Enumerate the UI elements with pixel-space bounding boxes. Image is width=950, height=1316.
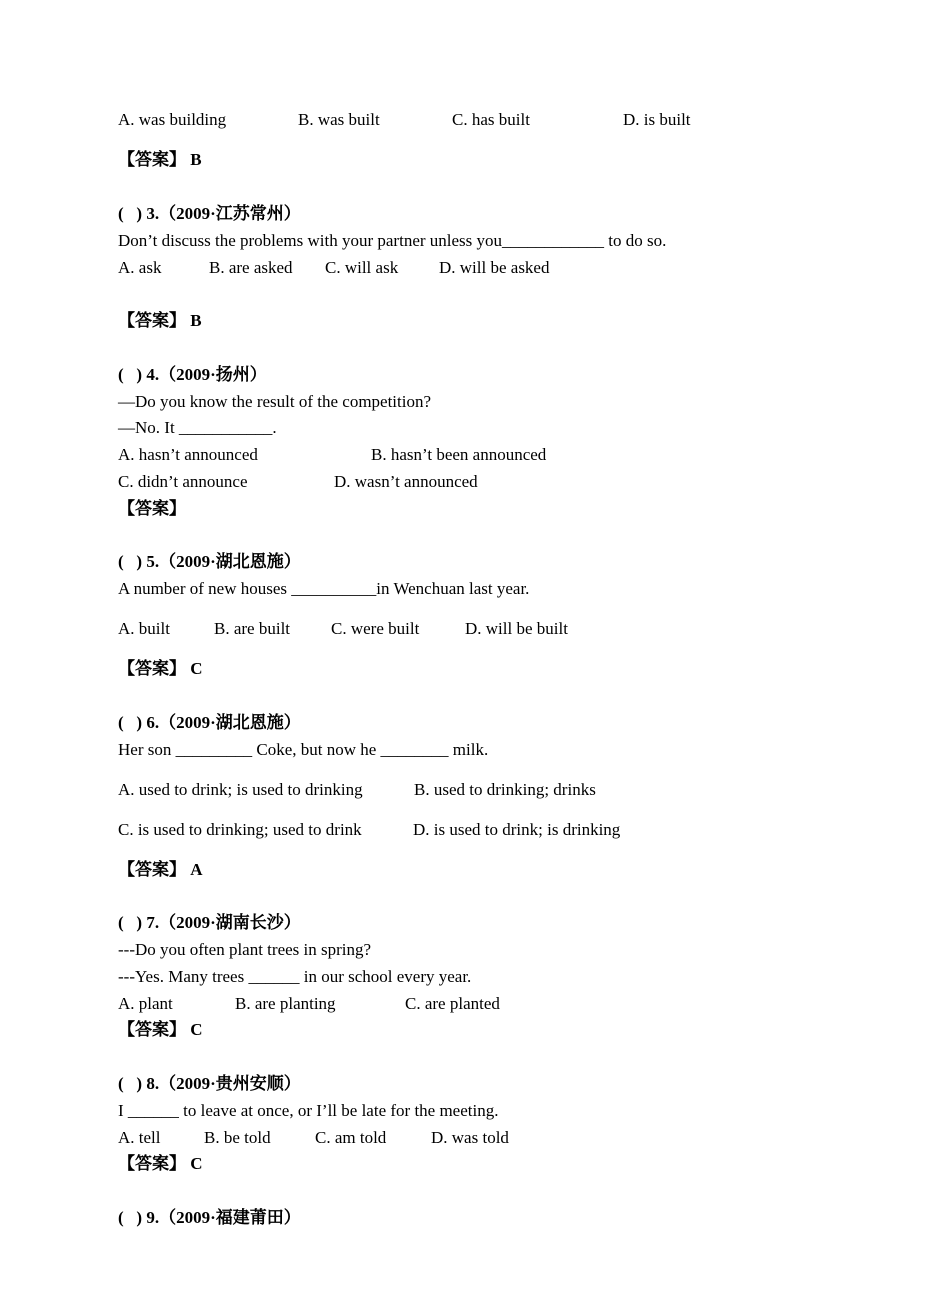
q6-option-a: A. used to drink; is used to drinking <box>118 780 363 799</box>
q7-option-b: B. are planting <box>235 994 336 1013</box>
answer-label: 【答案】 <box>118 499 186 518</box>
q7-answer <box>118 1020 203 1040</box>
q7-header: ( ) 7.（2009·湖南长沙） <box>118 913 301 932</box>
q7-stem-line-2: ---Yes. Many trees ______ in our school every year. <box>118 967 472 986</box>
q2-answer <box>118 150 202 170</box>
q4-option-a: A. hasn’t announced <box>118 445 258 464</box>
q6-option-b: B. used to drinking; drinks <box>414 780 596 799</box>
q5-option-a: A. built <box>118 619 170 638</box>
q4-stem-line-2: —No. It ___________. <box>118 418 277 437</box>
q4-option-d: D. wasn’t announced <box>334 472 478 491</box>
answer-value: B <box>190 311 202 330</box>
q2-option-b: B. was built <box>298 110 380 129</box>
q6-option-c: C. is used to drinking; used to drink <box>118 820 362 839</box>
q6-answer <box>118 860 203 880</box>
answer-label: 【答案】 <box>118 1020 186 1039</box>
answer-label: 【答案】 <box>118 659 186 678</box>
q8-option-c: C. am told <box>315 1128 387 1147</box>
q8-option-b: B. be told <box>204 1128 271 1147</box>
q4-stem-line-1: —Do you know the result of the competition? <box>118 392 432 411</box>
q8-option-d: D. was told <box>431 1128 509 1147</box>
q4-option-b: B. hasn’t been announced <box>371 445 547 464</box>
answer-label: 【答案】 <box>118 860 186 879</box>
q7-option-a: A. plant <box>118 994 173 1013</box>
q8-option-a: A. tell <box>118 1128 161 1147</box>
q5-answer <box>118 659 203 679</box>
q6-header: ( ) 6.（2009·湖北恩施） <box>118 713 301 732</box>
q2-option-c: C. has built <box>452 110 530 129</box>
answer-label: 【答案】 <box>118 150 186 169</box>
q4-header: ( ) 4.（2009·扬州） <box>118 365 267 384</box>
answer-label: 【答案】 <box>118 1154 186 1173</box>
q5-option-c: C. were built <box>331 619 420 638</box>
q5-stem: A number of new houses __________in Wenchuan last year. <box>118 579 530 598</box>
q3-option-c: C. will ask <box>325 258 399 277</box>
q3-option-d: D. will be asked <box>439 258 550 277</box>
q5-header: ( ) 5.（2009·湖北恩施） <box>118 552 301 571</box>
q3-option-b: B. are asked <box>209 258 293 277</box>
q3-answer <box>118 311 202 331</box>
answer-value: C <box>190 659 203 678</box>
q3-option-a: A. ask <box>118 258 162 277</box>
q5-option-d: D. will be built <box>465 619 568 638</box>
q3-header: ( ) 3.（2009·江苏常州） <box>118 204 301 223</box>
q9-header: ( ) 9.（2009·福建莆田） <box>118 1208 301 1227</box>
answer-value: A <box>190 860 203 879</box>
q5-option-b: B. are built <box>214 619 291 638</box>
q4-option-c: C. didn’t announce <box>118 472 248 491</box>
answer-value: C <box>190 1154 203 1173</box>
q6-stem: Her son _________ Coke, but now he ________ milk. <box>118 740 489 759</box>
q2-option-d: D. is built <box>623 110 691 129</box>
q2-option-a: A. was building <box>118 110 227 129</box>
q7-option-c: C. are planted <box>405 994 500 1013</box>
q7-stem-line-1: ---Do you often plant trees in spring? <box>118 940 372 959</box>
answer-label: 【答案】 <box>118 311 186 330</box>
q8-answer <box>118 1154 203 1174</box>
q3-stem: Don’t discuss the problems with your partner unless you____________ to do so. <box>118 231 667 250</box>
answer-value: C <box>190 1020 203 1039</box>
answer-value: B <box>190 150 202 169</box>
q8-stem: I ______ to leave at once, or I’ll be late for the meeting. <box>118 1101 499 1120</box>
q8-header: ( ) 8.（2009·贵州安顺） <box>118 1074 301 1093</box>
q4-answer <box>118 499 186 519</box>
q6-option-d: D. is used to drink; is drinking <box>413 820 621 839</box>
